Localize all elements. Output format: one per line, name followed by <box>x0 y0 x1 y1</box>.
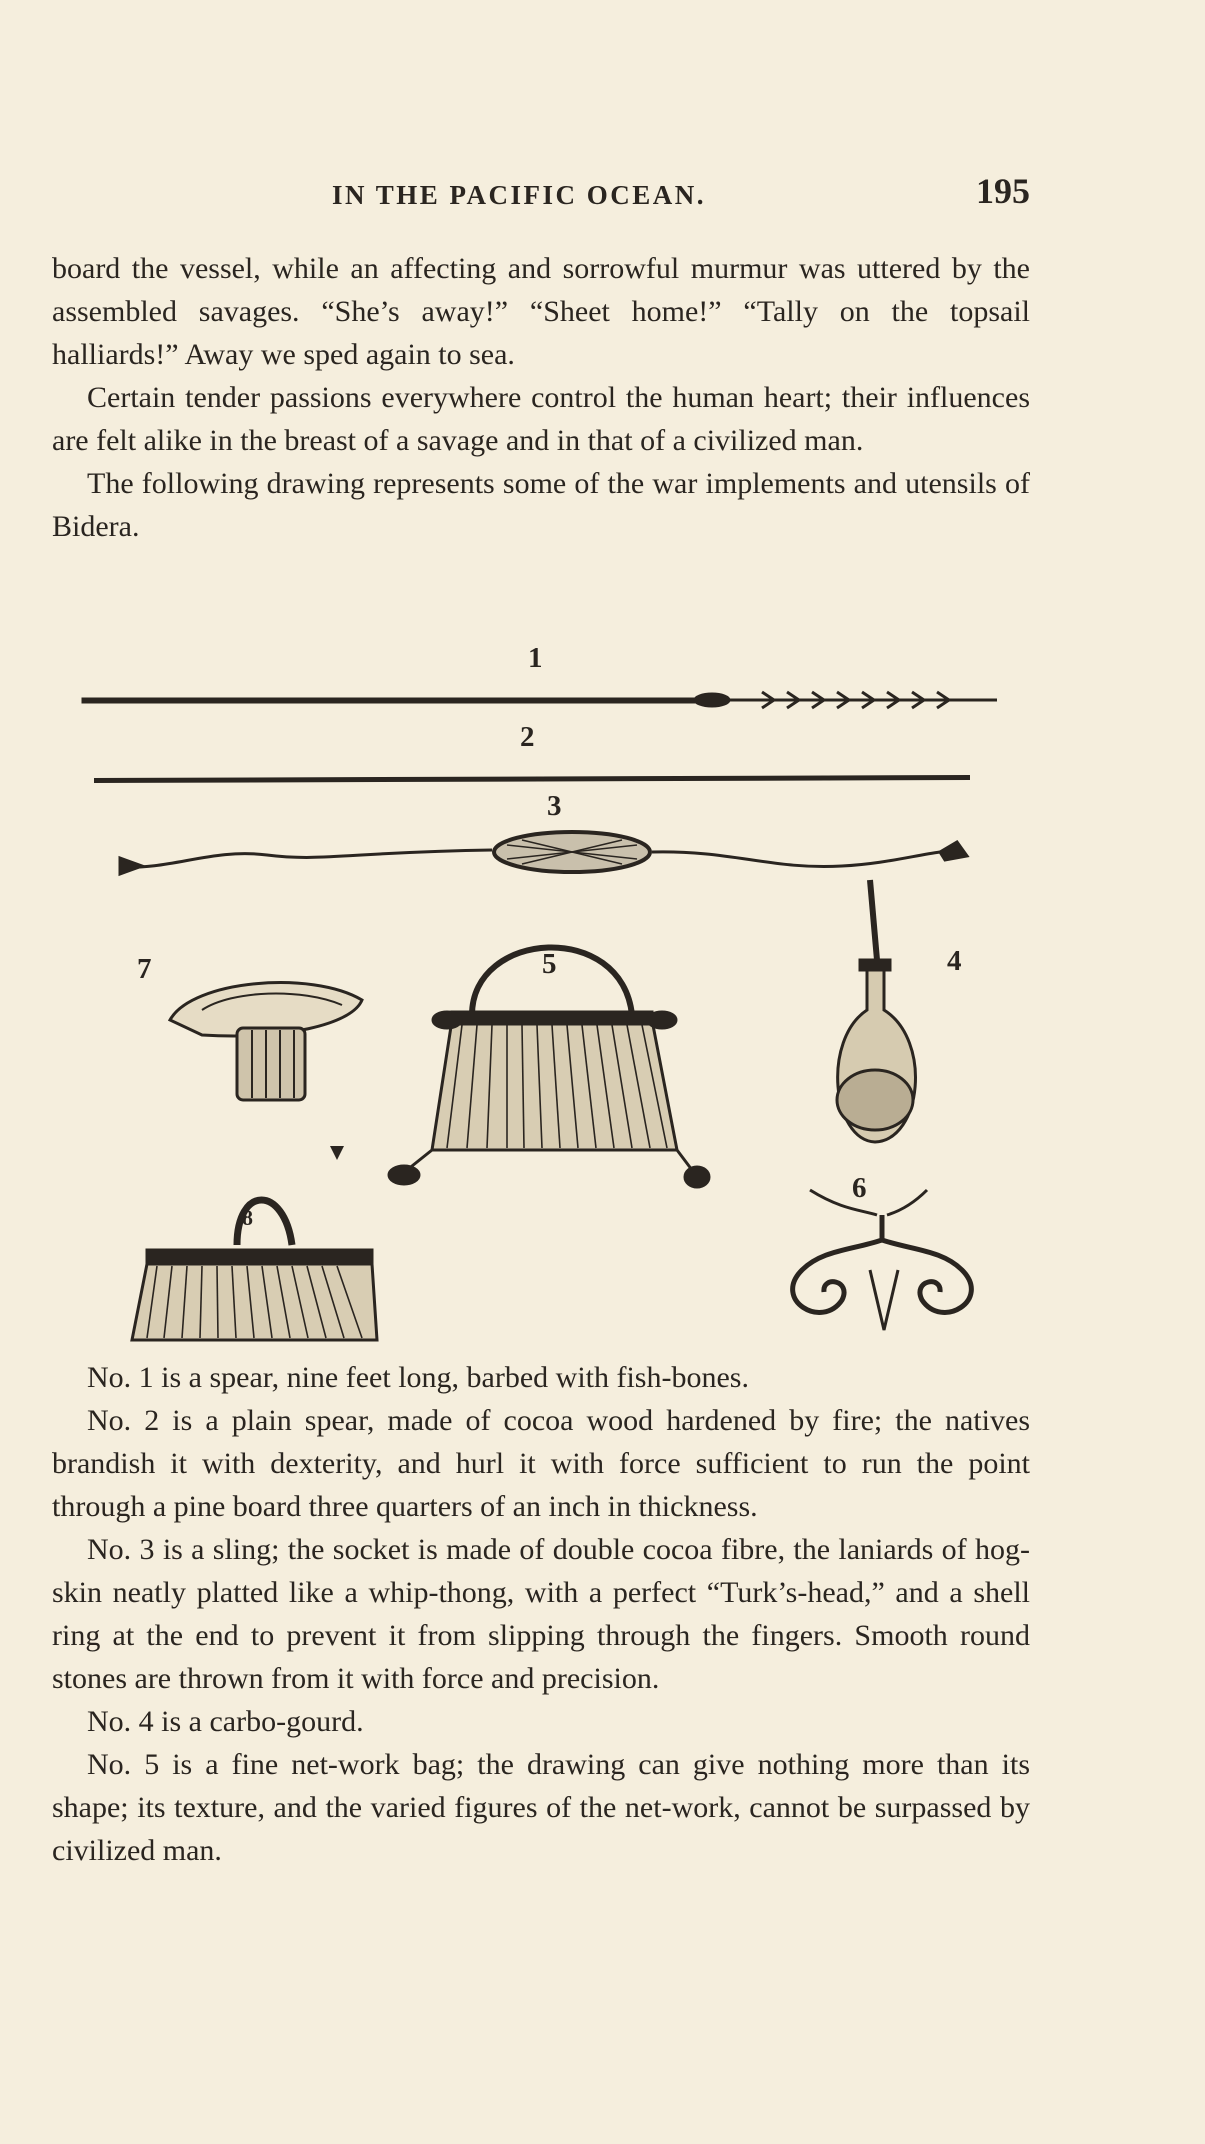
paragraph-passions: Certain tender passions everywhere control the human heart; their influences are felt alike in the breast of a savage and in that of a civilized man. <box>52 381 1030 457</box>
label-3: 3 <box>547 790 562 822</box>
paragraph-continuation: board the vessel, while an affecting and sorrowful murmur was uttered by the assembled savages. “She’s away!” “Sheet home!” “Tally on the topsail halliards!” Away we sped again to sea. <box>52 252 1030 371</box>
paragraph-no4: No. 4 is a carbo-gourd. <box>87 1705 364 1738</box>
hat-drawing <box>170 983 362 1100</box>
label-5: 5 <box>542 948 557 980</box>
paragraph-no5: No. 5 is a fine net-work bag; the drawing can give nothing more than its shape; its texture, and the varied figures of the net-work, cannot be surpassed by civilized man. <box>52 1748 1030 1867</box>
label-8: 8 <box>242 1205 253 1230</box>
sling-drawing <box>120 832 967 874</box>
page-header <box>52 170 1030 230</box>
net-bag-drawing <box>389 947 709 1187</box>
bottom-text-block <box>52 1356 1030 1872</box>
label-6: 6 <box>852 1172 867 1204</box>
barbed-spear-drawing <box>82 692 997 708</box>
gourd-drawing <box>837 880 915 1142</box>
label-4: 4 <box>947 945 962 977</box>
plain-spear-drawing <box>94 775 970 783</box>
small-mark-drawing <box>330 1146 344 1160</box>
page-number: 195 <box>976 171 1030 211</box>
paragraph-no3: No. 3 is a sling; the socket is made of double cocoa fibre, the laniards of hog-skin neatly platted like a whip-thong, with a perfect “Turk’s-head,” and a shell ring at the end to prevent it from slipping through the fingers. Smooth round stones are thrown from it with force and precision. <box>52 1533 1030 1695</box>
implements-illustration <box>52 630 1030 1350</box>
top-text-block <box>52 247 1030 548</box>
label-1: 1 <box>528 642 543 674</box>
label-7: 7 <box>137 953 152 985</box>
paragraph-no1: No. 1 is a spear, nine feet long, barbed with fish-bones. <box>87 1361 749 1394</box>
small-bag-drawing <box>132 1200 377 1340</box>
ornament-drawing <box>793 1190 972 1330</box>
paragraph-no2: No. 2 is a plain spear, made of cocoa wood hardened by fire; the natives brandish it with dexterity, and hurl it with force sufficient to run the point through a pine board three quarters of an inch in thickness. <box>52 1404 1030 1523</box>
paragraph-drawing-intro: The following drawing represents some of the war implements and utensils of Bidera. <box>52 467 1030 543</box>
running-head: IN THE PACIFIC OCEAN. <box>332 180 707 210</box>
label-2: 2 <box>520 721 535 753</box>
